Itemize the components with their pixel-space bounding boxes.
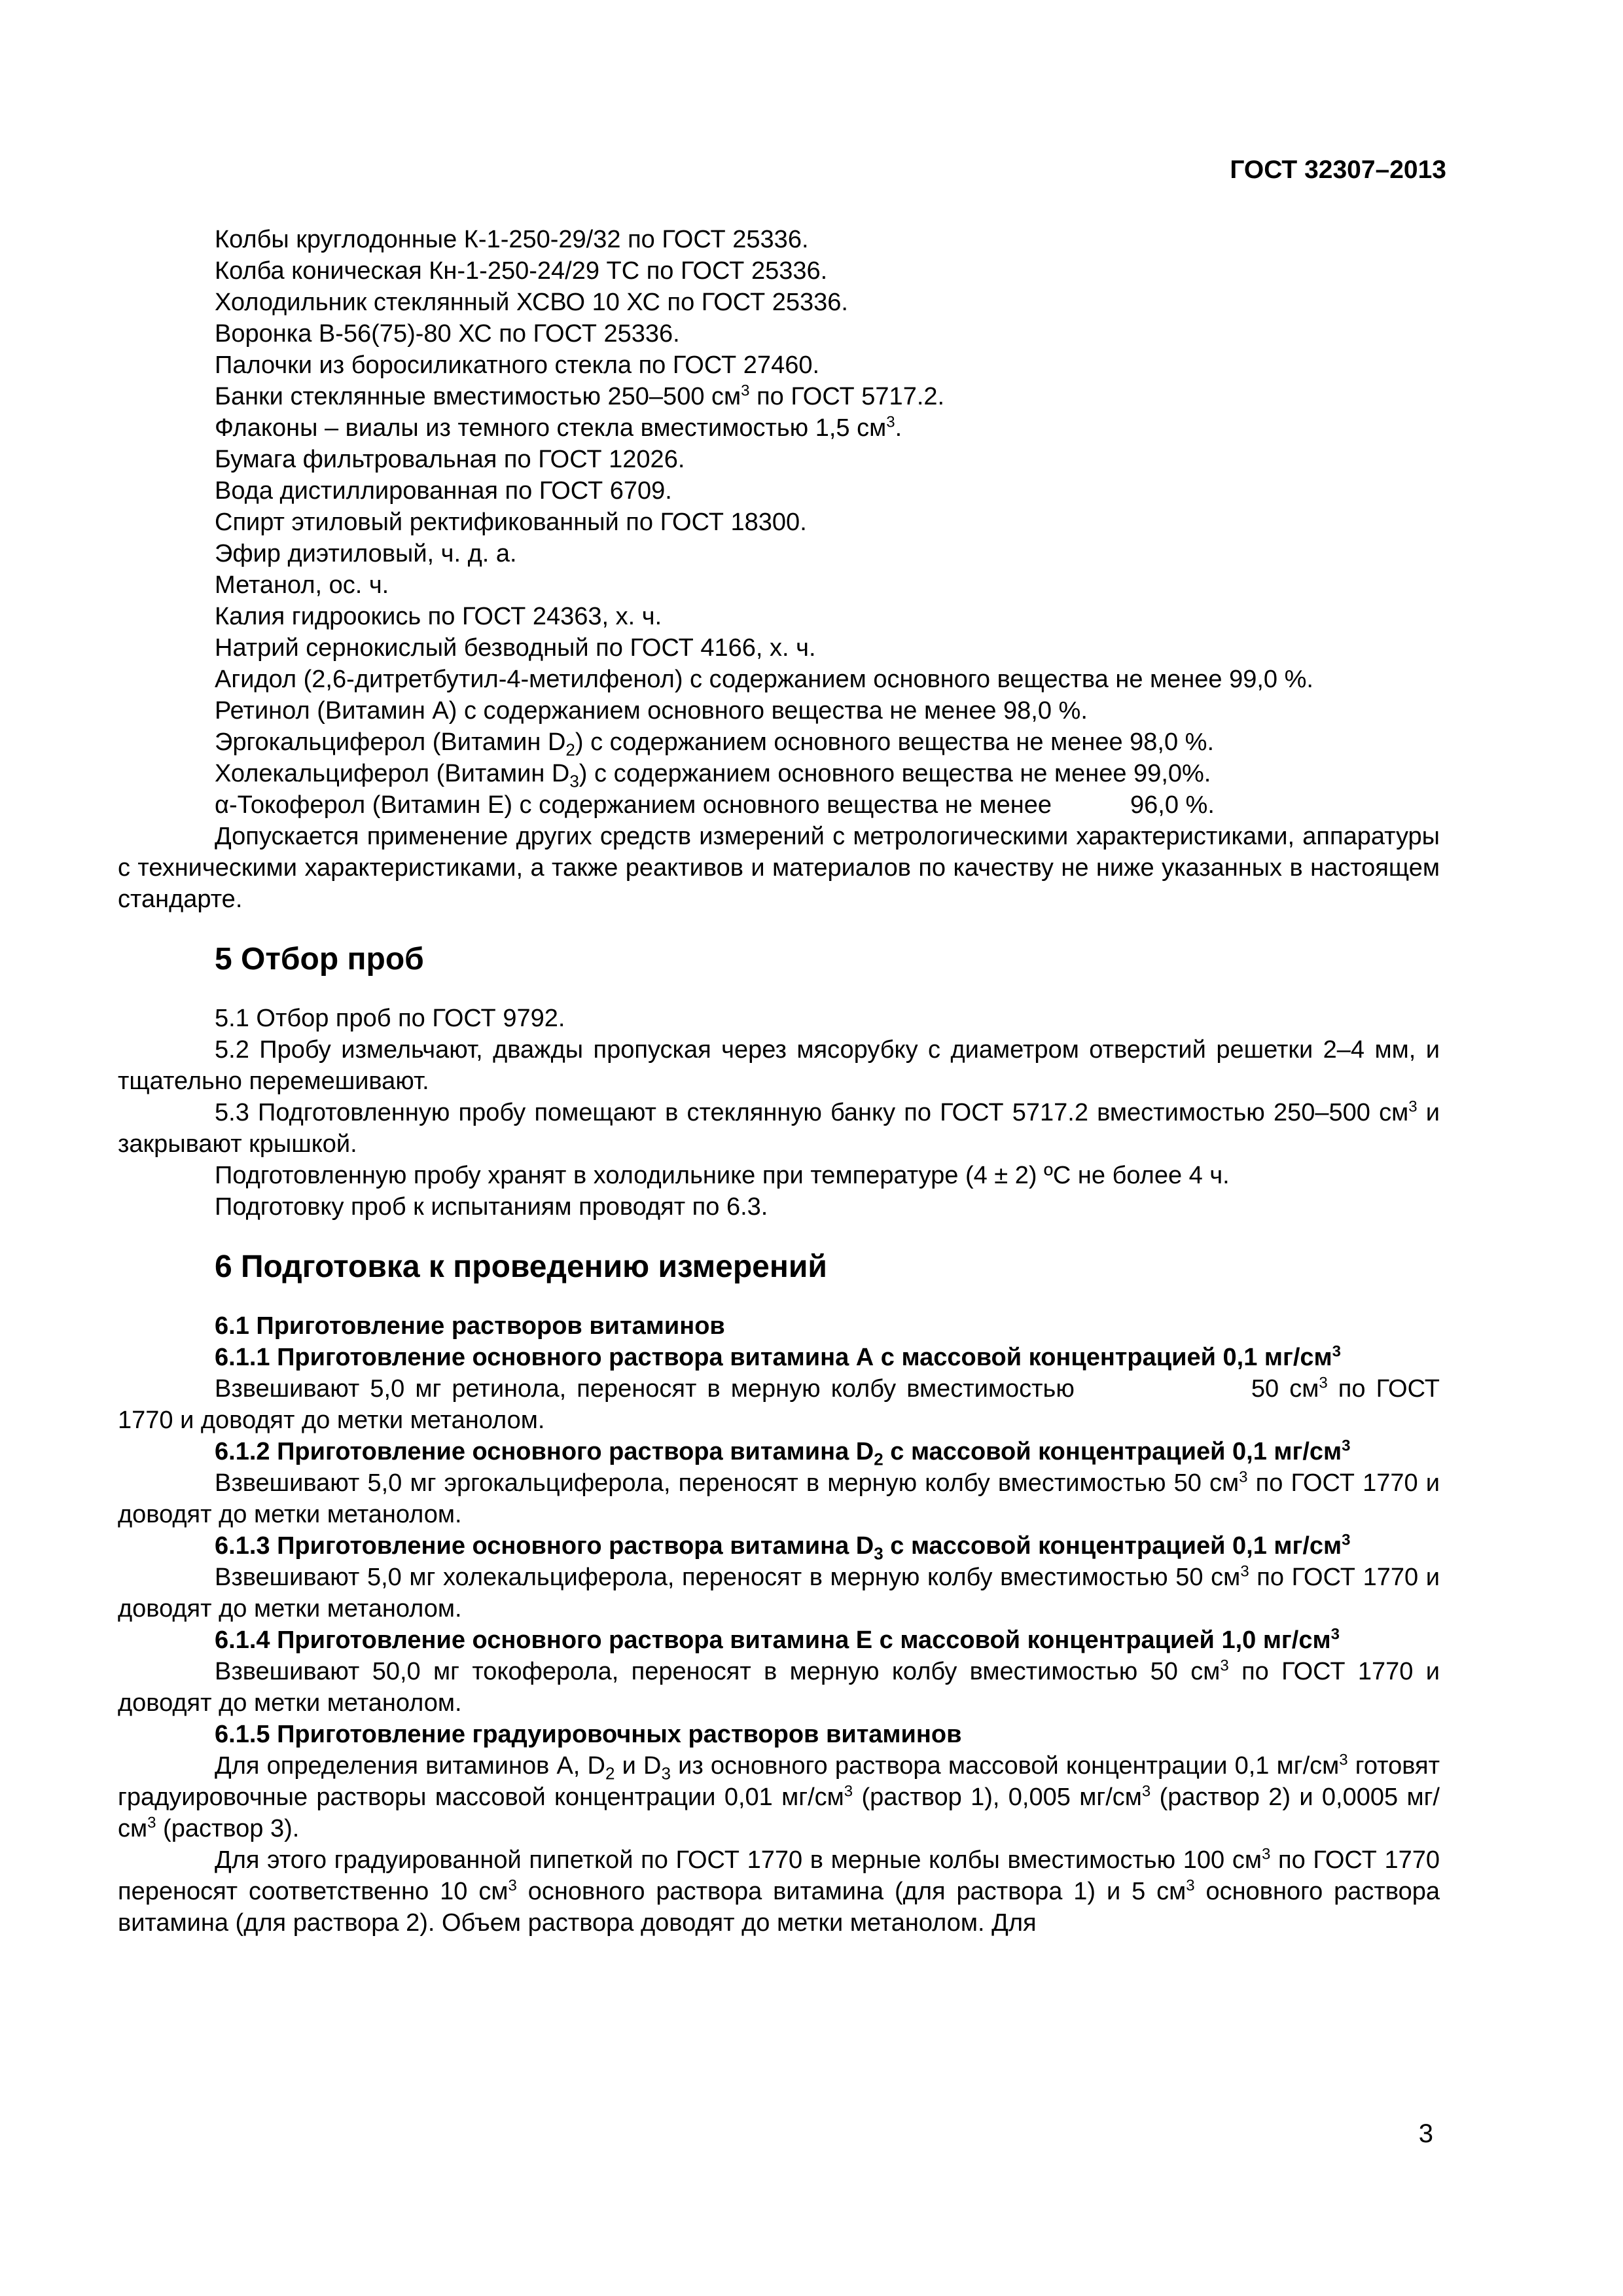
subsection-6-1-4-title: 6.1.4 Приготовление основного раствора витамина Е с массовой концентрацией 1,0 $мг/см^3$: [215, 1625, 1340, 1654]
equipment-item: Палочки из боросиликатного стекла по ГОСТ 27460.: [215, 351, 820, 379]
equipment-item-vials: Флаконы – виалы из темного стекла вместимостью 1,5 $см^3$.: [215, 413, 902, 442]
reagent-item: Эфир диэтиловый, ч. д. а.: [215, 540, 517, 567]
subsection-6-1-3-text: Взвешивают 5,0 мг холекальциферола, переносят в мерную колбу вместимостью 50 $см^3$ по ГОСТ 1770 и доводят до метки метанолом.: [118, 1562, 1440, 1623]
reagent-item: Бумага фильтровальная по ГОСТ 12026.: [215, 446, 685, 473]
equipment-item: Холодильник стеклянный ХСВО 10 ХС по ГОСТ 25336.: [215, 289, 848, 316]
subsection-6-1-4-text: Взвешивают 50,0 мг токоферола, переносят в мерную колбу вместимостью 50 $см^3$ по ГОСТ 1770 и доводят до метки метанолом.: [118, 1657, 1440, 1717]
subsection-6-1-5-title: 6.1.5 Приготовление градуировочных растворов витаминов: [215, 1721, 962, 1748]
subsection-6-1-3-title: 6.1.3 Приготовление основного раствора витамина $D_3$ с массовой концентрацией 0,1 $мг/см^3$: [215, 1531, 1351, 1564]
subsection-6-1-title: 6.1 Приготовление растворов витаминов: [215, 1312, 725, 1340]
reagent-item: Натрий сернокислый безводный по ГОСТ 4166, х. ч.: [215, 634, 816, 662]
subsection-6-1-5-text-a: Для определения витаминов А, $D_2$ и $D_3$ из основного раствора массовой концентрации 0,1 $мг/см^3$ готовят градуировочные растворы массовой концентрации 0,01 $мг/см^3$ (раствор 1), 0,005 $мг/см^3$ (раствор 2) и 0,0005 $мг/см^3$ (раствор 3).: [118, 1751, 1440, 1842]
equipment-item-jars: Банки стеклянные вместимостью 250–500 $см^3$ по ГОСТ 5717.2.: [215, 382, 945, 410]
subsection-6-1-1-title: 6.1.1 Приготовление основного раствора витамина А с массовой концентрацией 0,1 $мг/см^3$: [215, 1342, 1342, 1371]
subsection-6-1-2-title: 6.1.2 Приготовление основного раствора витамина $D_2$ с массовой концентрацией 0,1 $мг/см^3$: [215, 1437, 1351, 1469]
section-5-title: 5 Отбор проб: [215, 942, 424, 977]
equipment-item: Колбы круглодонные К-1-250-29/32 по ГОСТ 25336.: [215, 226, 809, 253]
reagent-item-cholecalciferol: Холекальциферол (Витамин $D_3$) с содержанием основного вещества не менее 99,0%.: [215, 760, 1211, 791]
section-5-3: 5.3 Подготовленную пробу помещают в стеклянную банку по ГОСТ 5717.2 вместимостью 250–500 $см^3$ и закрывают крышкой.: [118, 1098, 1440, 1158]
preparation-reference: Подготовку проб к испытаниям проводят по 6.3.: [215, 1193, 768, 1221]
reagent-item: Спирт этиловый ректификованный по ГОСТ 18300.: [215, 509, 807, 536]
document-body: [118, 224, 1440, 1939]
reagent-item: Агидол (2,6-дитретбутил-4-метилфенол) с содержанием основного вещества не менее 99,0 %.: [215, 666, 1313, 693]
reagent-item-ergocalciferol: Эргокальциферол (Витамин $D_2$) с содержанием основного вещества не менее 98,0 %.: [215, 728, 1214, 760]
reagent-item: Метанол, ос. ч.: [215, 571, 389, 599]
subsection-6-1-5-text-b: Для этого градуированной пипеткой по ГОСТ 1770 в мерные колбы вместимостью 100 $см^3$ по ГОСТ 1770 переносят соответственно 10 $см^3$ основного раствора витамина (для раствора 1) и 5 $см^3$ основного раствора витамина (для раствора 2). Объем раствора доводят до метки метанолом. Для: [118, 1845, 1440, 1937]
reagent-item: Вода дистиллированная по ГОСТ 6709.: [215, 477, 672, 505]
section-5-1: 5.1 Отбор проб по ГОСТ 9792.: [215, 1005, 565, 1032]
subsection-6-1-1-text: Взвешивают 5,0 мг ретинола, переносят в мерную колбу вместимостью 50 $см^3$ по ГОСТ 1770 и доводят до метки метанолом.: [118, 1374, 1440, 1434]
reagent-item: Калия гидроокись по ГОСТ 24363, х. ч.: [215, 603, 662, 630]
storage-paragraph: Подготовленную пробу хранят в холодильнике при температуре (4 ± 2) ºС не более 4 ч.: [215, 1162, 1230, 1189]
reagent-item: Ретинол (Витамин А) с содержанием основного вещества не менее 98,0 %.: [215, 697, 1088, 725]
equipment-item: Воронка В-56(75)-80 ХС по ГОСТ 25336.: [215, 320, 680, 348]
page-number: 3: [1418, 2119, 1433, 2148]
section-5-2: 5.2 Пробу измельчают, дважды пропуская через мясорубку с диаметром отверстий решетки 2–4 мм, и тщательно перемешивают.: [118, 1036, 1440, 1095]
allowance-paragraph: Допускается применение других средств измерений с метрологическими характеристиками, аппаратуры с техническими характеристиками, а также реактивов и материалов по качеству не ниже указанных в настоящем стандарте.: [118, 823, 1440, 913]
subsection-6-1-2-text: Взвешивают 5,0 мг эргокальциферола, переносят в мерную колбу вместимостью 50 $см^3$ по ГОСТ 1770 и доводят до метки метанолом.: [118, 1468, 1440, 1528]
standard-header: ГОСТ 32307–2013: [1230, 156, 1446, 184]
section-6-title: 6 Подготовка к проведению измерений: [215, 1249, 827, 1284]
reagent-item-tocopherol: α-Токоферол (Витамин Е) с содержанием основного вещества не менее 96,0 %.: [215, 791, 1215, 819]
equipment-item: Колба коническая Кн-1-250-24/29 ТС по ГОСТ 25336.: [215, 257, 828, 285]
